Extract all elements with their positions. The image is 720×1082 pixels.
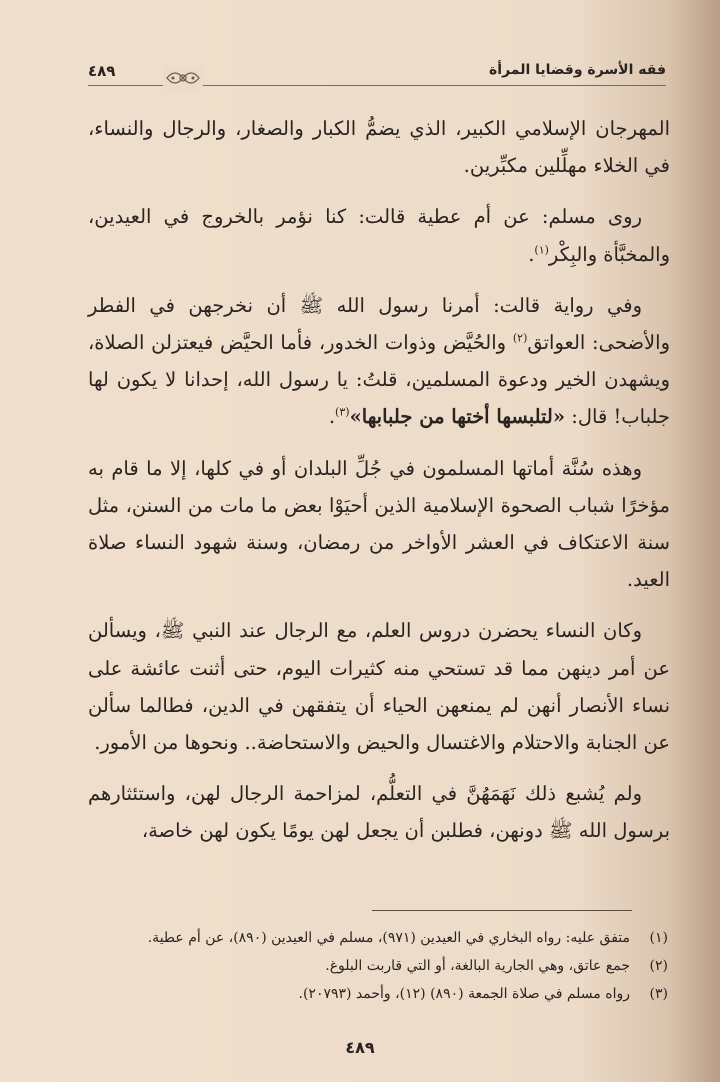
footnote-rule xyxy=(372,910,632,911)
main-text xyxy=(88,110,670,864)
paragraph-2 xyxy=(88,198,670,272)
footnote-ref-1[interactable]: (١) xyxy=(534,243,549,257)
paragraph-2-text: روى مسلم: عن أم عطية قالت: كنا نؤمر بالخروج في العيدين، والمخبَّأة والبِكْر xyxy=(88,205,670,266)
footnote-3-text: رواه مسلم في صلاة الجمعة (٨٩٠) (١٢)، وأحمد (٢٠٧٩٣). xyxy=(298,986,630,1002)
footnote-1-text: متفق عليه: رواه البخاري في العيدين (٩٧١)، مسلم في العيدين (٨٩٠)، عن أم عطية. xyxy=(147,930,630,946)
paragraph-3 xyxy=(88,287,670,436)
paragraph-4-text: وهذه سُنَّة أماتها المسلمون في جُلِّ البلدان أو في كلها، إلا ما قام به مؤخرًا شباب الصحوة الإسلامية الذين أحيَوْا بعض ما مات من السنن، مثل سنة الاعتكاف في العشر الأواخر من رمضان، وسنة شهود النساء صلاة العيد. xyxy=(88,456,670,592)
footnote-2-text: جمع عاتق، وهي الجارية البالغة، أو التي قاربت البلوغ. xyxy=(325,958,630,974)
hadith-quote: «لتلبسها أختها من جلبابها» xyxy=(349,405,566,429)
paragraph-6 xyxy=(88,775,670,849)
paragraph-1 xyxy=(88,110,670,184)
footnote-1-number: (١) xyxy=(649,930,668,946)
footnote-3-number: (٣) xyxy=(649,986,668,1002)
footer-page-number: ٤٨٩ xyxy=(345,1038,375,1057)
footnotes xyxy=(88,924,668,1008)
paragraph-3-text: وفي رواية قالت: أمرنا رسول الله ﷺ أن نخرجهن في الفطر والأضحى: العواتق xyxy=(88,293,670,355)
header-page-number: ٤٨٩ xyxy=(88,62,116,80)
footnote-1 xyxy=(88,924,668,952)
running-header xyxy=(88,56,666,88)
paragraph-3-end: . xyxy=(328,405,336,429)
header-title: فقه الأسرة وقضايا المرأة xyxy=(489,62,666,78)
ornament-icon xyxy=(163,66,203,90)
paragraph-6-text: ولم يُشبع ذلك نَهَمَهُنَّ في التعلُّم، لمزاحمة الرجال لهن، واستئثارهم برسول الله ﷺ دونهن، فطلبن أن يجعل لهن يومًا يكون لهن خاصة، xyxy=(88,782,670,843)
footnote-2-number: (٢) xyxy=(649,958,668,974)
footnote-ref-3[interactable]: (٣) xyxy=(335,405,350,419)
footnote-2 xyxy=(88,952,668,980)
paragraph-1-text: المهرجان الإسلامي الكبير، الذي يضمُّ الكبار والصغار، والرجال والنساء، في الخلاء مهلِّلين مكبِّرين. xyxy=(88,117,670,178)
footnote-3 xyxy=(88,980,668,1008)
paragraph-5 xyxy=(88,612,670,761)
paragraph-5-text: وكان النساء يحضرن دروس العلم، مع الرجال عند النبي ﷺ، ويسألن عن أمر دينهن مما قد تستحي منه كثيرات اليوم، حتى أثنت عائشة على نساء الأنصار أنهن لم يمنعهن الحياء أن يتفقهن في الدين، فطالما سألن عن الجنابة والاحتلام والاغتسال والحيض والاستحاضة.. ونحوها من الأمور. xyxy=(88,619,670,755)
paragraph-3-middle: والحُيَّض وذوات الخدور، فأما الحيَّض فيعتزلن الصلاة، ويشهدن الخير ودعوة المسلمين، قلتُ: يا رسول الله، إحدانا لا يكون لها جلباب! قال: xyxy=(88,331,670,429)
paragraph-2-end: . xyxy=(528,242,535,266)
paragraph-4 xyxy=(88,450,670,599)
footnote-ref-2[interactable]: (٢) xyxy=(512,331,528,345)
